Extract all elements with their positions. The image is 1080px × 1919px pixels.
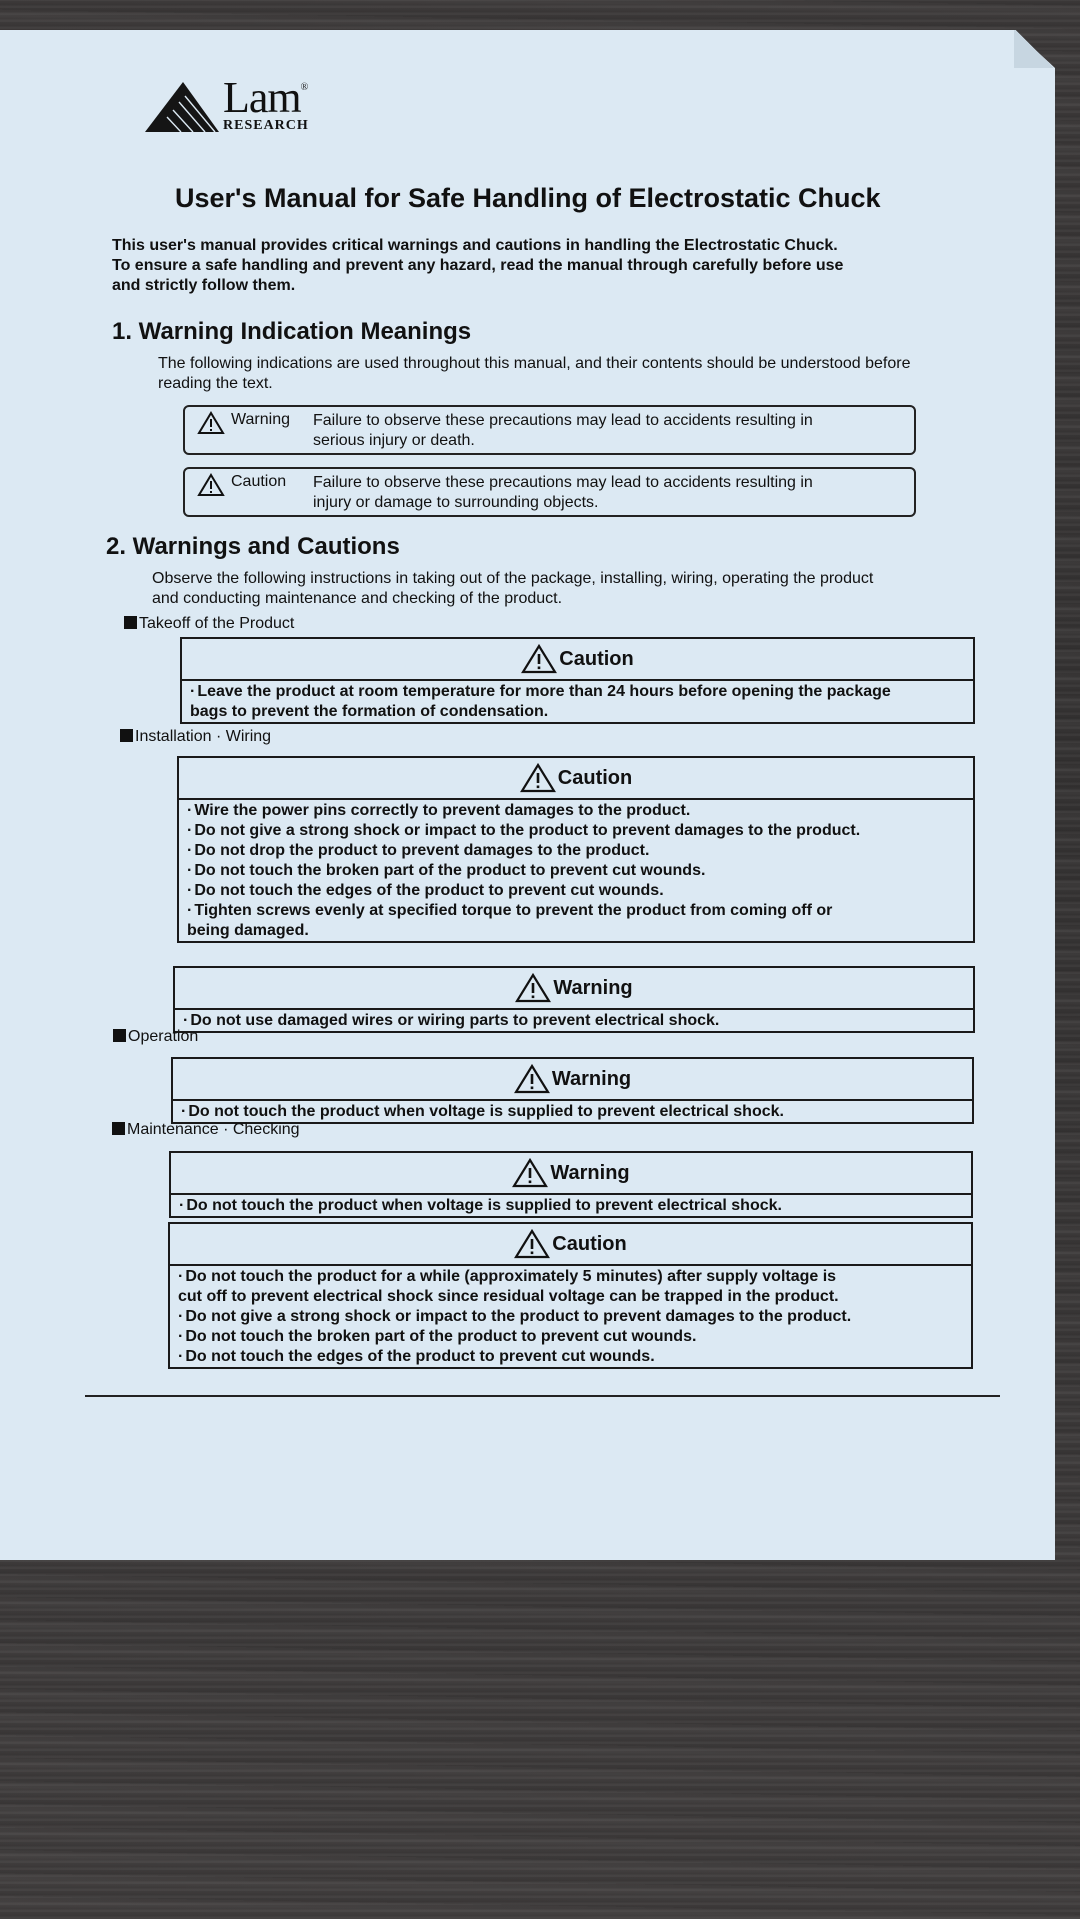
definition-box-warning: [183, 405, 916, 455]
box-heading: Caution: [182, 639, 973, 681]
list-item: · Do not use damaged wires or wiring parts to prevent electrical shock.: [183, 1011, 969, 1031]
lam-research-logo: [145, 73, 345, 138]
warning-triangle-icon: [512, 1158, 548, 1188]
list-item: · Do not touch the product for a while (approximately 5 minutes) after supply voltage is cut off to prevent electrical shock since residual voltage can be trapped in the product.: [178, 1267, 967, 1307]
bottom-rule-divider: [85, 1395, 1000, 1397]
warning-triangle-icon: [515, 973, 551, 1003]
logo-subtitle: RESEARCH: [223, 118, 309, 133]
definition-label: Caution: [231, 473, 287, 490]
list-item: · Leave the product at room temperature for more than 24 hours before opening the package bags to prevent the formation of condensation.: [190, 682, 969, 722]
warning-box-maintenance: [169, 1151, 973, 1218]
box-heading: Warning: [171, 1153, 971, 1195]
warning-triangle-icon: [514, 1229, 550, 1259]
definition-text: Failure to observe these precautions may lead to accidents resulting in injury or damage to surrounding objects.: [313, 474, 813, 511]
intro-paragraph: This user's manual provides critical warnings and cautions in handling the Electrostatic Chuck. To ensure a safe handling and prevent any hazard, read the manual through carefully before use and strictly follow them.: [112, 237, 844, 294]
document-title: User's Manual for Safe Handling of Electrostatic Chuck: [175, 183, 881, 213]
square-bullet-icon: [113, 1029, 126, 1042]
warning-triangle-icon: [197, 473, 225, 497]
caution-box-maintenance: [168, 1222, 973, 1369]
box-heading: Warning: [173, 1059, 972, 1101]
caution-list: [170, 1266, 971, 1367]
caution-list: [179, 800, 973, 941]
list-item: · Do not touch the edges of the product to prevent cut wounds.: [187, 881, 969, 901]
square-bullet-icon: [124, 616, 137, 629]
warning-list: [173, 1101, 972, 1122]
warning-triangle-icon: [520, 763, 556, 793]
list-item: · Do not touch the product when voltage is supplied to prevent electrical shock.: [179, 1196, 967, 1216]
warning-triangle-icon: [514, 1064, 550, 1094]
box-heading: Warning: [175, 968, 973, 1010]
list-item: · Tighten screws evenly at specified torque to prevent the product from coming off or being damaged.: [187, 901, 969, 941]
warning-list: [175, 1010, 973, 1031]
list-item: · Wire the power pins correctly to prevent damages to the product.: [187, 801, 969, 821]
section2-text: Observe the following instructions in taking out of the package, installing, wiring, operating the product and conducting maintenance and checking of the product.: [152, 570, 874, 607]
list-item: · Do not drop the product to prevent damages to the product.: [187, 841, 969, 861]
subsection-title-operation: Operation: [113, 1028, 198, 1046]
definition-label: Warning: [231, 411, 290, 428]
box-heading: Caution: [170, 1224, 971, 1266]
list-item: · Do not touch the broken part of the product to prevent cut wounds.: [187, 861, 969, 881]
list-item: · Do not touch the broken part of the product to prevent cut wounds.: [178, 1327, 967, 1347]
list-item: · Do not give a strong shock or impact to the product to prevent damages to the product.: [178, 1307, 967, 1327]
folded-corner: [1014, 30, 1055, 68]
box-heading: Caution: [179, 758, 973, 800]
square-bullet-icon: [112, 1122, 125, 1135]
list-item: · Do not touch the edges of the product to prevent cut wounds.: [178, 1347, 967, 1367]
caution-list: [182, 681, 973, 722]
logo-wordmark: Lam®: [223, 73, 308, 122]
square-bullet-icon: [120, 729, 133, 742]
subsection-title-takeoff: Takeoff of the Product: [124, 615, 294, 633]
warning-list: [171, 1195, 971, 1216]
list-item: · Do not give a strong shock or impact to the product to prevent damages to the product.: [187, 821, 969, 841]
subsection-title-installation: Installation · Wiring: [120, 728, 271, 746]
section1-heading: 1. Warning Indication Meanings: [112, 318, 472, 345]
warning-box-operation: [171, 1057, 974, 1124]
warning-box-installation: [173, 966, 975, 1033]
list-item: · Do not touch the product when voltage is supplied to prevent electrical shock.: [181, 1102, 968, 1122]
caution-box-takeoff: [180, 637, 975, 724]
definition-box-caution: [183, 467, 916, 517]
definition-text: Failure to observe these precautions may lead to accidents resulting in serious injury or death.: [313, 412, 813, 449]
section1-text: The following indications are used throughout this manual, and their contents should be understood before reading the text.: [158, 355, 911, 392]
section2-heading: 2. Warnings and Cautions: [106, 533, 400, 560]
warning-triangle-icon: [521, 644, 557, 674]
subsection-title-maintenance: Maintenance · Checking: [112, 1121, 300, 1139]
caution-box-installation: [177, 756, 975, 943]
lam-logo-triangle-icon: [145, 82, 219, 134]
warning-triangle-icon: [197, 411, 225, 435]
